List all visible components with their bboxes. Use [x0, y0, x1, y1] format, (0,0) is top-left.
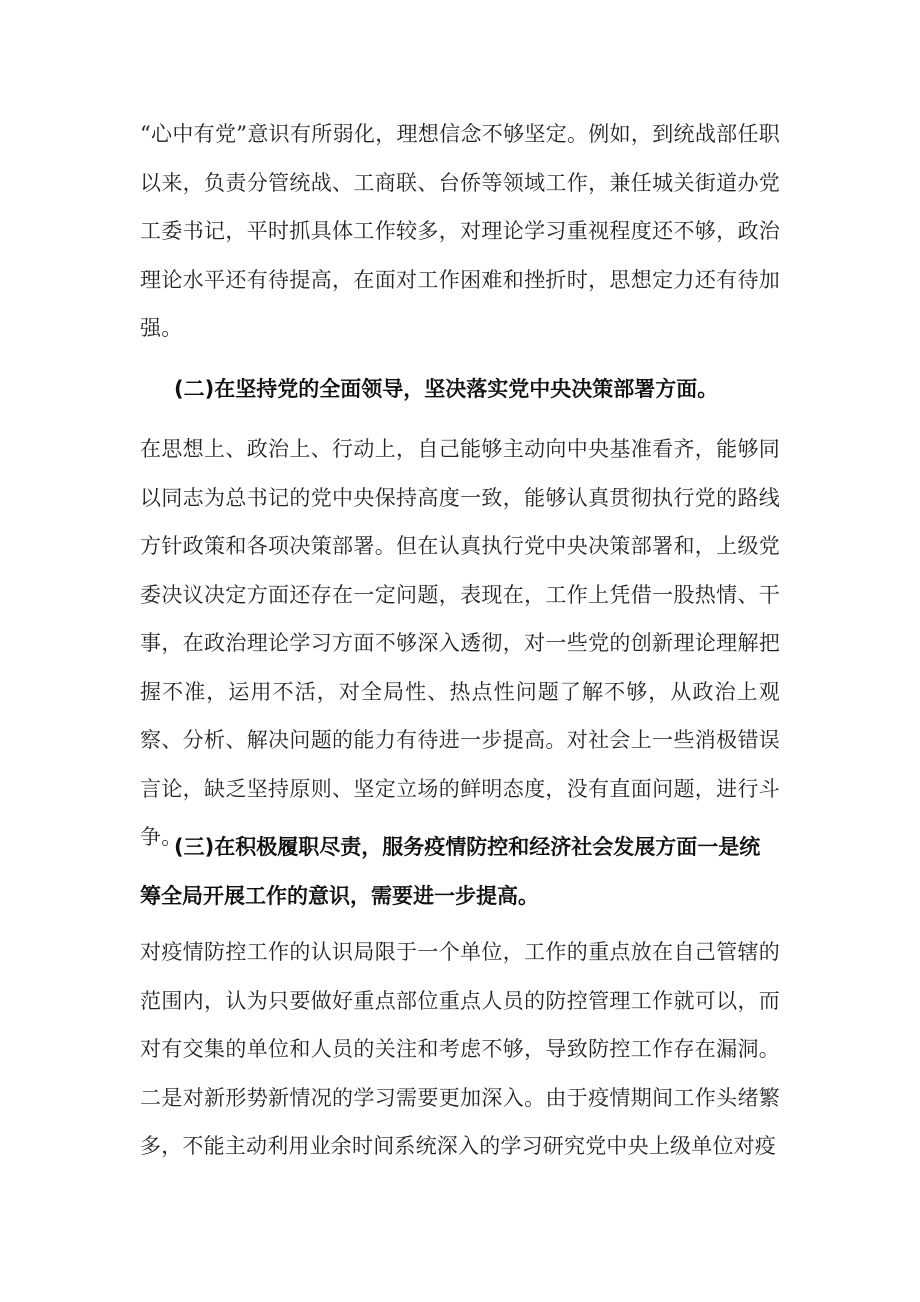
section-heading-2: (二)在坚持党的全面领导，坚决落实党中央决策部署方面。 [174, 377, 719, 401]
paragraph-3: 对疫情防控工作的认识局限于一个单位，工作的重点放在自己管辖的范围内，认为只要做好重点部位重点人员的防控管理工作就可以，而对有交集的单位和人员的关注和考虑不够，导致防控工作存在漏洞。二是对新形势新情况的学习需要更加深入。由于疫情期间工作头绪繁多，不能主动利用业余时间系统深入的学习研究党中央上级单位对疫 [140, 940, 780, 1158]
paragraph-2: 在思想上、政治上、行动上，自己能够主动向中央基准看齐，能够同以同志为总书记的党中央保持高度一致，能够认真贯彻执行党的路线方针政策和各项决策部署。但在认真执行党中央决策部署和，上级党委决议决定方面还存在一定问题，表现在，工作上凭借一股热情、干事，在政治理论学习方面不够深入透彻，对一些党的创新理论理解把握不准，运用不活，对全局性、热点性问题了解不够，从政治上观察、分析、解决问题的能力有待进一步提高。对社会上一些消极错误言论，缺乏坚持原则、坚定立场的鲜明态度，没有直面问题，进行斗争。 [140, 437, 780, 849]
paragraph-1: “心中有党”意识有所弱化，理想信念不够坚定。例如，到统战部任职以来，负责分管统战、工商联、台侨等领域工作，兼任城关街道办党工委书记，平时抓具体工作较多，对理论学习重视程度还不够，政治理论水平还有待提高，在面对工作困难和挫折时，思想定力还有待加强。 [140, 122, 780, 340]
section-heading-3: (三)在积极履职尽责，服务疫情防控和经济社会发展方面一是统筹全局开展工作的意识，需要进一步提高。 [140, 835, 761, 908]
